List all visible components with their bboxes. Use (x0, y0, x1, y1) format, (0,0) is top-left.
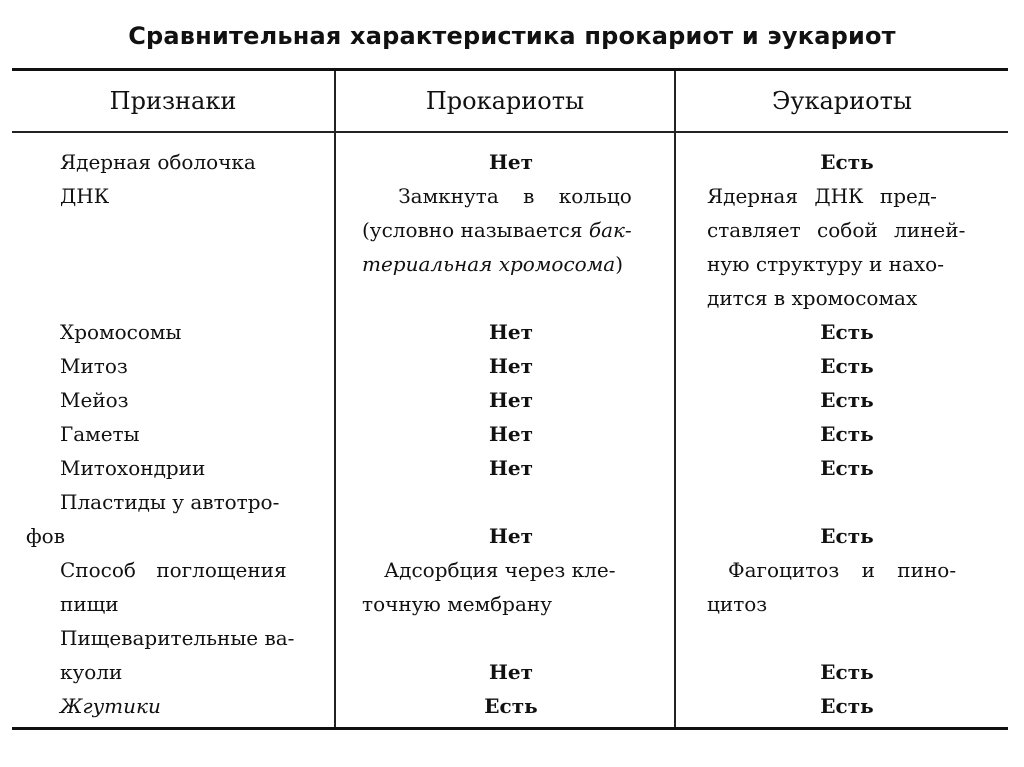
value-prokaryotes: Нет (488, 524, 533, 548)
value-prokaryotes: Нет (488, 388, 533, 412)
feature-plastids-line-2: фов (26, 524, 65, 548)
feature-nuclear-membrane: Ядерная оболочка (60, 150, 256, 174)
value-eukaryotes: Есть (820, 354, 874, 378)
feeding-prokaryotes-line-1: Адсорбция через кле- (384, 558, 616, 582)
feature-gametes: Гаметы (60, 422, 140, 446)
header-prokaryotes: Прокариоты (425, 87, 585, 115)
column-divider-1 (334, 71, 336, 727)
feature-plastids-line-1: Пластиды у автотро- (60, 490, 280, 514)
value-prokaryotes: Нет (488, 422, 533, 446)
dna-prokaryotes-text-1: Замкнута в кольцо (398, 184, 632, 208)
value-prokaryotes: Есть (484, 694, 538, 718)
value-prokaryotes: Нет (488, 354, 533, 378)
value-eukaryotes: Есть (820, 694, 874, 718)
value-eukaryotes: Есть (820, 660, 874, 684)
value-prokaryotes: Нет (488, 150, 533, 174)
value-eukaryotes: Есть (820, 388, 874, 412)
table-title: Сравнительная характеристика прокариот и эукариот (128, 22, 896, 50)
feature-dna: ДНК (60, 184, 110, 208)
feature-chromosomes: Хромосомы (60, 320, 182, 344)
column-divider-2 (674, 71, 676, 727)
dna-eukaryotes-line-1: Ядерная ДНК пред- (707, 184, 937, 208)
dna-eukaryotes-line-3: ную структуру и нахо- (707, 252, 944, 276)
value-prokaryotes: Нет (488, 456, 533, 480)
feeding-prokaryotes-line-2: точную мембрану (362, 592, 553, 616)
feature-flagella: Жгутики (60, 694, 161, 718)
feeding-eukaryotes-line-2: цитоз (707, 592, 768, 616)
feature-vacuoles-line-1: Пищеварительные ва- (60, 626, 295, 650)
header-divider (12, 131, 1008, 133)
value-eukaryotes: Есть (820, 320, 874, 344)
dna-eukaryotes-line-4: дится в хромосомах (707, 286, 918, 310)
value-prokaryotes: Нет (488, 320, 533, 344)
header-features: Признаки (109, 87, 237, 115)
feature-mitochondria: Митохондрии (60, 456, 206, 480)
feature-mitosis: Митоз (60, 354, 128, 378)
value-eukaryotes: Есть (820, 422, 874, 446)
feature-vacuoles-line-2: куоли (60, 660, 123, 684)
value-eukaryotes: Есть (820, 150, 874, 174)
dna-prokaryotes-text-3: териальная хромосома (362, 252, 616, 276)
feature-feeding-line-1: Способ поглощения (60, 558, 287, 582)
dna-eukaryotes-line-2: ставляет собой линей- (707, 218, 966, 242)
dna-prokaryotes-line-3 (362, 247, 668, 281)
dna-prokaryotes-line-1 (362, 179, 668, 213)
dna-prokaryotes-text-2b: бак- (588, 218, 632, 242)
comparison-table (12, 68, 1008, 730)
value-eukaryotes: Есть (820, 456, 874, 480)
value-prokaryotes: Нет (488, 660, 533, 684)
value-eukaryotes: Есть (820, 524, 874, 548)
header-eukaryotes: Эукариоты (772, 87, 912, 115)
feature-feeding-line-2: пищи (60, 592, 119, 616)
dna-prokaryotes-text-3-end: ) (615, 252, 624, 276)
dna-prokaryotes-text-2a: (условно называется (362, 218, 589, 242)
dna-prokaryotes-line-2 (362, 213, 668, 247)
feature-meiosis: Мейоз (60, 388, 129, 412)
feeding-eukaryotes-line-1: Фагоцитоз и пино- (728, 558, 957, 582)
